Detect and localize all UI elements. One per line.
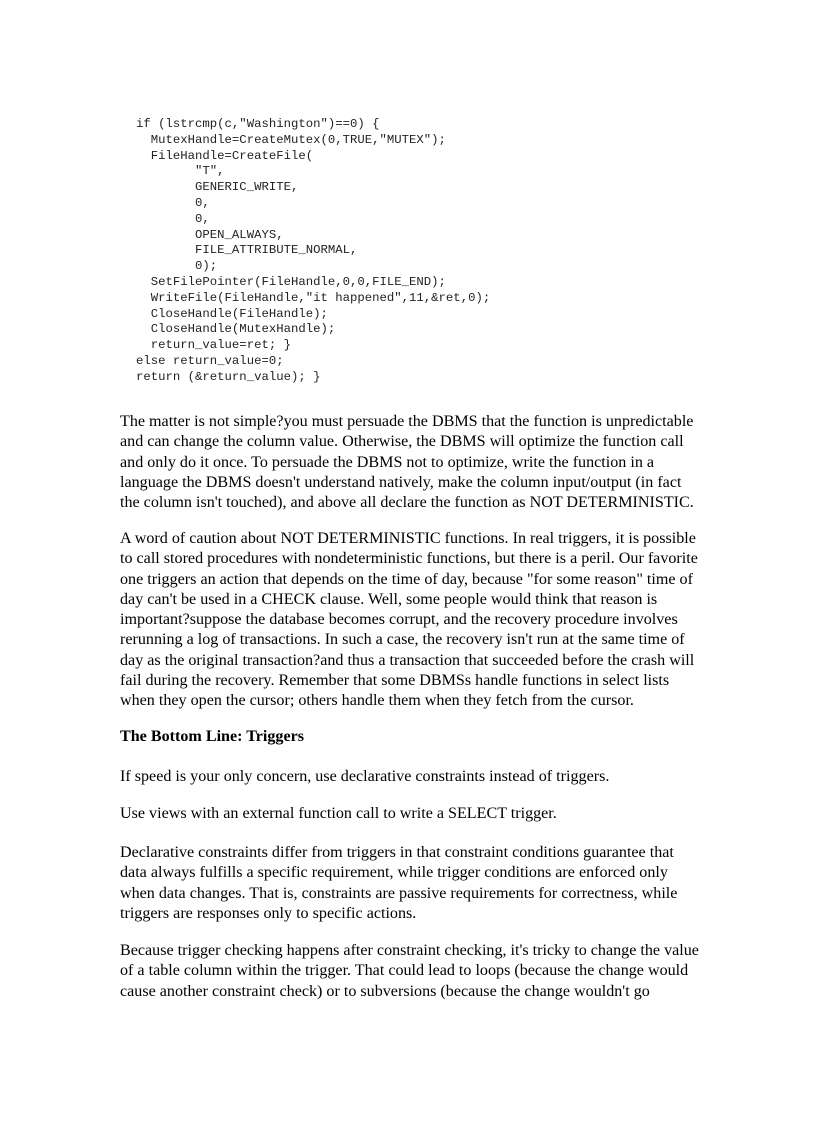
paragraph-nondeterministic-persuade: The matter is not simple?you must persuade the DBMS that the function is unpredictable and can change the column value. Otherwise, the DBMS will optimize the function call and only do it once. To persuade the DBMS not to optimize, write the function in a language the DBMS doesn't understand natively, make the column input/output (in fact the column isn't touched), and above all declare the function as NOT DETERMINISTIC. — [120, 413, 694, 512]
code-block: if (lstrcmp(c,"Washington")==0) { MutexHandle=CreateMutex(0,TRUE,"MUTEX"); FileHandle=CreateFile( "T", GENERIC_WRITE, 0, 0, OPEN_ALWAYS, FILE_ATTRIBUTE_NORMAL, 0); SetFilePointer(FileHandle,0,0,FILE_END); WriteFile(FileHandle,"it happened",11,&ret,0); CloseHandle(FileHandle); CloseHandle(MutexHandle); return_value=ret; } else return_value=0; return (&return_value); } — [136, 117, 491, 384]
section-heading: The Bottom Line: Triggers — [120, 728, 305, 745]
paragraph-speed: If speed is your only concern, use declarative constraints instead of triggers. — [120, 768, 610, 785]
paragraph-views: Use views with an external function call to write a SELECT trigger. — [120, 805, 557, 822]
paragraph-caution: A word of caution about NOT DETERMINISTIC functions. In real triggers, it is possible to call stored procedures with nondeterministic functions, but there is a peril. Our favorite one triggers an action that depends on the time of day, because "for some reason" time of day can't be used in a CHECK clause. Well, some people would think that reason is important?suppose the database becomes corrupt, and the recovery procedure involves rerunning a log of transactions. In such a case, the recovery isn't run at the same time of day as the original transaction?and thus a transaction that succeeded before the crash will fail during the recovery. Remember that some DBMSs handle functions in select lists when they open the cursor; others handle them when they fetch from the cursor. — [120, 530, 698, 710]
paragraph-trigger-checking: Because trigger checking happens after constraint checking, it's tricky to change the value of a table column within the trigger. That could lead to loops (because the change would cause another constraint check) or to subversions (because the change wouldn't go — [120, 942, 699, 1000]
paragraph-declarative-constraints: Declarative constraints differ from triggers in that constraint conditions guarantee that data always fulfills a specific requirement, while trigger conditions are enforced only when data changes. That is, constraints are passive requirements for correctness, while triggers are responses only to specific actions. — [120, 844, 678, 922]
